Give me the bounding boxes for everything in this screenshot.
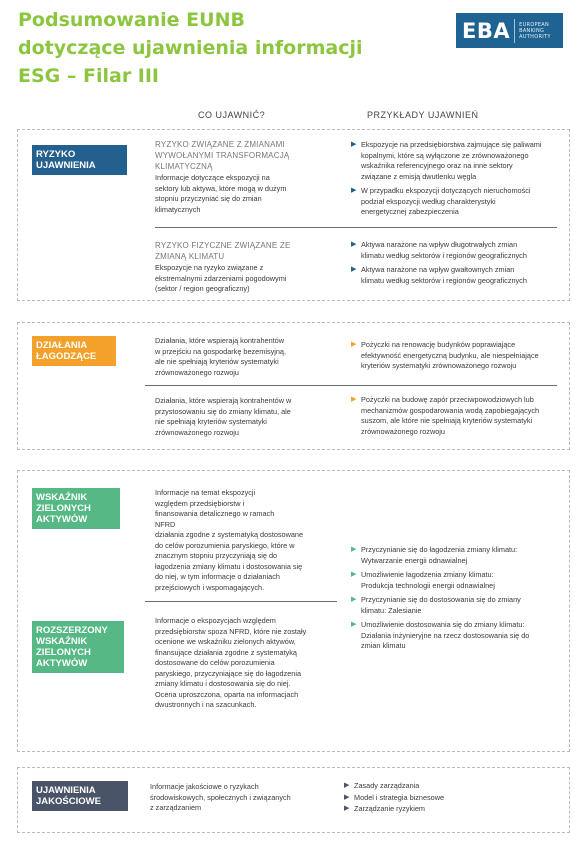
bullet-icon: ▶ [344,782,350,789]
bullet-icon: ▶ [344,793,350,801]
section-mitigation [17,322,570,450]
list-item: ▶ Pożyczki na budowę zapór przeciwpowodziowych lub mechanizmów gospodarowania wodą zapobiegających suszom, ale które nie spełniają kryteriów systematyki zrównoważonego rozwoju [351,395,540,436]
mitigation-transition-examples [350,340,565,376]
logo-subtitle: EUROPEAN BANKING AUTHORITY [519,21,551,40]
physical-risk-examples [350,240,565,290]
bullet-icon: ▶ [351,621,357,628]
qualitative-text: Informacje jakościowe o ryzykach środowiskowych, społecznych i związanych z zarządzaniem [150,782,291,812]
green-assets-examples [350,545,565,656]
divider [145,385,557,386]
bullet-icon: ▶ [344,805,350,812]
column-header-examples: PRZYKŁADY UJAWNIEŃ [367,110,479,120]
bullet-icon: ▶ [351,266,357,273]
list-item: ▶ Zarządzanie ryzykiem [344,804,425,813]
list-item: ▶ Ekspozycje na przedsiębiorstwa zajmujące się paliwami kopalnymi, które są wyłączone ze zrównoważonego wskaźnika referencyjnego oraz na inne sektory związane z emisją dwutlenku węgla [351,140,542,181]
section-tag-gar: WSKAŹNIK ZIELONYCH AKTYWÓW [32,488,120,529]
bullet-icon: ▶ [351,341,357,348]
bullet-icon: ▶ [351,241,357,248]
physical-risk-text: Ekspozycje na ryzyko związane z ekstremalnymi zdarzeniami pogodowymi (sektor / region geograficzny) [155,263,287,293]
logo-mark: EBA [462,18,511,43]
section-qualitative [17,767,570,833]
list-item: ▶ Przyczynianie się do dostosowania się do zmiany klimatu: Zalesianie [351,595,521,615]
physical-risk-caption: RYZYKO FIZYCZNE ZWIĄZANE ZE ZMIANĄ KLIMATU [155,241,291,261]
section-green-assets [17,470,570,752]
list-item: ▶ W przypadku ekspozycji dotyczących nieruchomości podział ekspozycji według charakterystyki energetycznej zabezpieczenia [351,186,531,216]
column-header-what: CO UJAWNIĆ? [198,110,266,120]
list-item: ▶ Model i strategia biznesowe [344,792,445,802]
divider [145,601,337,602]
transition-risk-text: Informacje dotyczące ekspozycji na sektory lub aktywa, które mogą w dużym stopniu przyczyniać się do zmian klimatycznych [155,173,287,214]
mitigation-adaptation-examples [350,395,565,441]
list-item: ▶ Zasady zarządzania [344,781,420,790]
bullet-icon: ▶ [351,396,357,403]
qualitative-examples [343,781,558,816]
transition-risk-examples [350,140,565,222]
btar-text: Informacje o ekspozycjach względem przedsiębiorstw spoza NFRD, które nie zostały ocenione we wskaźniku zielonych aktywów, finansujące działania zgodne z systematyką dostosowane do celów porozumienia paryskiego, przyczyniające się do łagodzenia zmiany klimatu i dostosowania się do niej. Ocena uproszczona, oparta na informacjach dwustronnych i na szacunkach. [155,616,307,709]
section-risk [17,129,570,301]
logo-divider [514,19,515,43]
bullet-icon: ▶ [351,596,357,603]
list-item: ▶ Aktywa narażone na wpływ długotrwałych zmian klimatu według sektorów i regionów geograficznych [351,240,527,260]
mitigation-adaptation-text: Działania, które wspierają kontrahentów w przystosowaniu się do zmiany klimatu, ale nie spełniają kryteriów systematyki zrównoważonego rozwoju [155,396,292,437]
mitigation-transition-text: Działania, które wspierają kontrahentów w przejściu na gospodarkę bezemisyjną, ale nie spełniają kryteriów systematyki zrównoważonego rozwoju [155,336,287,377]
gar-text: Informacje na temat ekspozycji względem przedsiębiorstw i finansowania detalicznego w ramach NFRD działania zgodne z systematyką dostosowane do celów porozumienia paryskiego, które w znacznym stopniu przyczyniają się do łagodzenia zmiany klimatu i dostosowania się do niej, w tym informacje o działaniach przejściowych i wspomagających. [155,488,304,592]
list-item: ▶ Przyczynianie się do łagodzenia zmiany klimatu: Wytwarzanie energii odnawialnej [351,545,518,565]
section-tag-btar: ROZSZERZONY WSKAŹNIK ZIELONYCH AKTYWÓW [32,621,124,673]
list-item: ▶ Umożliwienie dostosowania się do zmiany klimatu: Działania inżynieryjne na rzecz dostosowania się do zmian klimatu [351,620,530,650]
bullet-icon: ▶ [351,546,357,553]
section-tag-qualitative: UJAWNIENIA JAKOŚCIOWE [32,781,128,811]
list-item: ▶ Aktywa narażone na wpływ gwałtownych zmian klimatu według sektorów i regionów geograficznych [351,265,527,285]
transition-risk-caption: RYZYKO ZWIĄZANE Z ZMIANAMI WYWOŁANYMI TRANSFORMACJĄ KLIMATYCZNĄ [155,140,290,171]
section-tag-risk: RYZYKO UJAWNIENIA [32,145,127,175]
title-line: dotyczące ujawnienia informacji [18,37,363,59]
section-tag-mitigation: DZIAŁANIA ŁAGODZĄCE [32,336,116,366]
bullet-icon: ▶ [351,571,357,578]
bullet-icon: ▶ [351,187,357,194]
title-line: Podsumowanie EUNB [18,9,245,31]
list-item: ▶ Umożliwienie łagodzenia zmiany klimatu: Produkcja technologii energii odnawialnej [351,570,495,590]
page-title [18,6,418,90]
list-item: ▶ Pożyczki na renowację budynków poprawiające efektywność energetyczną budynku, ale niespełniające kryteriów systematyki zrównoważonego rozwoju [351,340,539,370]
title-line: ESG – Filar III [18,65,160,87]
eba-logo [456,13,563,48]
bullet-icon: ▶ [351,141,357,148]
divider [155,227,557,228]
